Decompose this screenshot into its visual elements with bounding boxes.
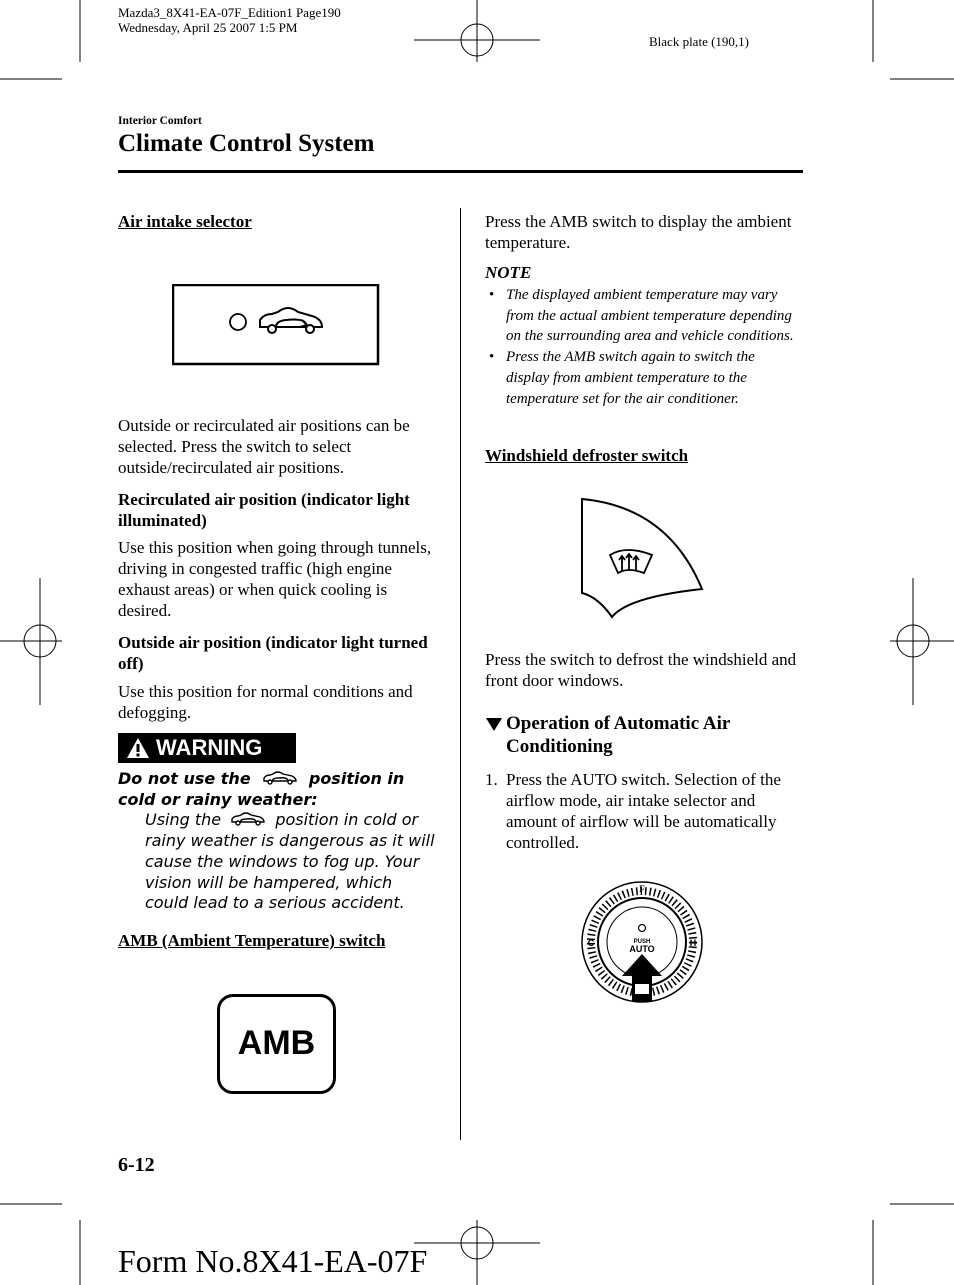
amb-button-label: AMB [237, 1024, 316, 1062]
defroster-description: Press the switch to defrost the windshield and front door windows. [485, 650, 797, 690]
amb-heading: AMB (Ambient Temperature) switch [118, 931, 386, 950]
recirc-description: Use this position when going through tunnels, driving in congested traffic (high engine exhaust areas) or when quick cooling is desired. [118, 538, 432, 620]
file-info-line2: Wednesday, April 25 2007 1:5 PM [118, 20, 298, 35]
note-title: NOTE [485, 263, 532, 282]
dial-push-label: PUSH [633, 939, 651, 945]
note-item: • The displayed ambient temperature may vary from the actual ambient temperature depending on the surrounding area and vehicle conditions. [489, 287, 794, 345]
warning-bold-a: Do not use the [118, 769, 251, 788]
note-list [485, 285, 795, 409]
warning-body-b: position in cold or rainy weather is dangerous as it will cause the windows to fog up. Your vision will be hampered, which could lead to a serious accident. [145, 810, 435, 913]
warning-badge [118, 733, 296, 763]
left-column [118, 211, 433, 232]
dial-auto-label: AUTO [629, 944, 655, 954]
section-label: Interior Comfort [118, 115, 202, 127]
warning-bold-b: position in cold or rainy weather: [118, 769, 405, 809]
warning-body-a: Using the [145, 810, 222, 830]
air-intake-description: Outside or recirculated air positions can be selected. Press the switch to select outside/recirculated air positions. [118, 416, 410, 477]
warning-label: WARNING [156, 735, 263, 760]
file-info [118, 5, 341, 35]
page-number: 6-12 [118, 1154, 155, 1176]
recirc-heading: Recirculated air position (indicator light illuminated) [118, 490, 410, 530]
dial-hot-label: H [689, 938, 697, 948]
file-info-line1: Mazda3_8X41-EA-07F_Edition1 Page190 [118, 5, 341, 20]
form-number: Form No.8X41-EA-07F [118, 1243, 428, 1279]
warning-triangle-icon [126, 737, 150, 759]
amb-description: Press the AMB switch to display the ambient temperature. [485, 212, 792, 252]
dial-cold-label: C [587, 938, 595, 948]
outside-description: Use this position for normal conditions and defogging. [118, 682, 413, 722]
air-intake-heading: Air intake selector [118, 212, 252, 231]
outside-heading: Outside air position (indicator light turned off) [118, 633, 428, 673]
title-rule [118, 170, 803, 173]
auto-dial-illustration [580, 880, 705, 1005]
dial-top-label: F [639, 884, 645, 894]
amb-switch-illustration [217, 994, 336, 1094]
note-item: • Press the AMB switch again to switch the display from ambient temperature to the temperature set for the air conditioner. [489, 349, 755, 407]
column-divider [460, 208, 461, 1140]
defroster-switch-illustration [578, 497, 708, 619]
auto-heading: Operation of Automatic Air Conditioning [506, 713, 730, 757]
indicator-light-icon [230, 314, 246, 330]
step-number: 1. [485, 770, 498, 789]
triangle-bullet-icon [485, 716, 503, 732]
air-intake-switch-illustration [172, 284, 380, 366]
defroster-heading: Windshield defroster switch [485, 446, 689, 465]
step-text: Press the AUTO switch. Selection of the airflow mode, air intake selector and amount of airflow will be automatically controlled. [506, 770, 781, 852]
auto-indicator-light-icon [639, 925, 646, 932]
page-title: Climate Control System [118, 130, 375, 157]
plate-info: Black plate (190,1) [649, 34, 749, 49]
warning-text [118, 769, 438, 914]
recirculated-air-icon [262, 770, 298, 786]
recirculated-air-icon [230, 811, 266, 827]
